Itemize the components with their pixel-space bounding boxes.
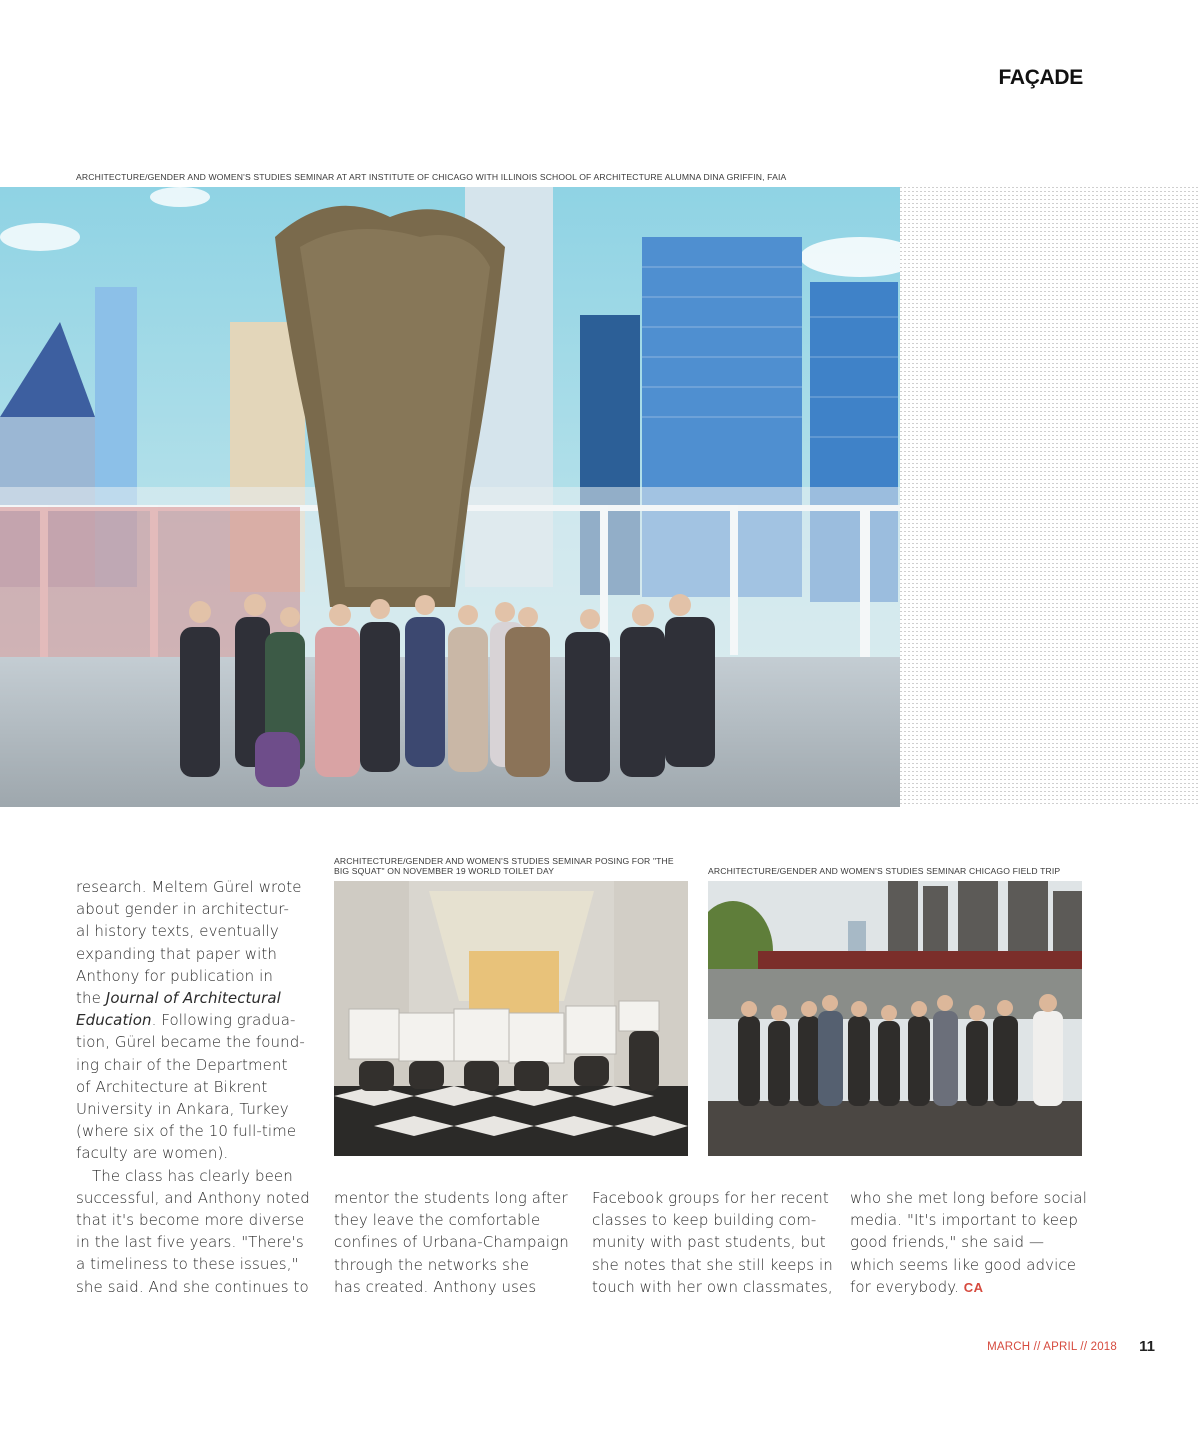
body-line: through the networks she [334, 1255, 530, 1274]
body-line: ing chair of the Department [76, 1055, 288, 1074]
body-line: good friends," she said — [850, 1233, 1045, 1252]
journal-title: Education [76, 1011, 152, 1030]
body-column-3 [592, 1187, 837, 1298]
body-line: in the last five years. "There's [76, 1233, 304, 1252]
page-number: 11 [1139, 1338, 1155, 1355]
main-photo [0, 187, 900, 807]
body-line: has created. Anthony uses [334, 1277, 537, 1296]
body-line: touch with her own classmates, [592, 1277, 833, 1296]
body-line: expanding that paper with [76, 944, 277, 963]
body-line: who she met long before social [850, 1189, 1087, 1207]
main-photo-caption: ARCHITECTURE/GENDER AND WOMEN'S STUDIES SEMINAR AT ART INSTITUTE OF CHICAGO WITH ILLINOIS SCHOOL OF ARCHITECTURE ALUMNA DINA GRIFFIN, FAIA [76, 172, 787, 182]
body-line: mentor the students long after [334, 1189, 568, 1207]
body-text: . Following gradua- [151, 1011, 296, 1030]
end-mark: CA [963, 1279, 984, 1295]
body-line [76, 987, 321, 1009]
body-line: tion, Gürel became the found- [76, 1033, 305, 1052]
body-line: they leave the comfortable [334, 1211, 541, 1230]
body-line [76, 1009, 321, 1031]
body-line: about gender in architectur- [76, 900, 290, 919]
fieldtrip-photo-caption: ARCHITECTURE/GENDER AND WOMEN'S STUDIES SEMINAR CHICAGO FIELD TRIP [708, 866, 1061, 876]
body-line: a timeliness to these issues," [76, 1255, 299, 1274]
body-line: she said. And she continues to [76, 1277, 309, 1296]
body-line: that it's become more diverse [76, 1211, 305, 1230]
body-line: of Architecture at Bikrent [76, 1077, 268, 1096]
body-line: she notes that she still keeps in [592, 1255, 833, 1274]
body-line: munity with past students, but [592, 1233, 826, 1252]
squat-photo-caption [334, 856, 694, 876]
body-line: Facebook groups for her recent [592, 1189, 829, 1207]
section-label: FAÇADE [998, 66, 1083, 89]
body-line: The class has clearly been [92, 1166, 293, 1185]
body-line: media. "It's important to keep [850, 1211, 1078, 1230]
body-line: successful, and Anthony noted [76, 1188, 310, 1207]
journal-title: Journal of Architectural [105, 989, 281, 1008]
body-line: research. Meltem Gürel wrote [76, 878, 302, 896]
body-line: classes to keep building com- [592, 1211, 817, 1230]
body-column-4 [850, 1187, 1095, 1299]
body-line: faculty are women). [76, 1144, 229, 1163]
body-text: the [76, 989, 106, 1008]
squat-caption-line-1: ARCHITECTURE/GENDER AND WOMEN'S STUDIES SEMINAR POSING FOR "THE [334, 856, 674, 866]
body-line: University in Ankara, Turkey [76, 1100, 289, 1119]
issue-date: MARCH // APRIL // 2018 [987, 1341, 1117, 1353]
body-line: Anthony for publication in [76, 966, 273, 985]
body-line: which seems like good advice [850, 1255, 1077, 1274]
decorative-pattern [900, 187, 1199, 807]
body-column-2 [334, 1187, 579, 1298]
body-line: al history texts, eventually [76, 922, 279, 941]
body-text: for everybody. [850, 1277, 964, 1296]
body-line [850, 1276, 1095, 1299]
field-trip-photo [708, 881, 1082, 1156]
body-line: (where six of the 10 full-time [76, 1122, 297, 1141]
big-squat-photo [334, 881, 688, 1156]
body-line: confines of Urbana-Champaign [334, 1233, 569, 1252]
squat-caption-line-2: BIG SQUAT" ON NOVEMBER 19 WORLD TOILET DAY [334, 866, 555, 876]
body-column-1 [76, 876, 321, 1298]
